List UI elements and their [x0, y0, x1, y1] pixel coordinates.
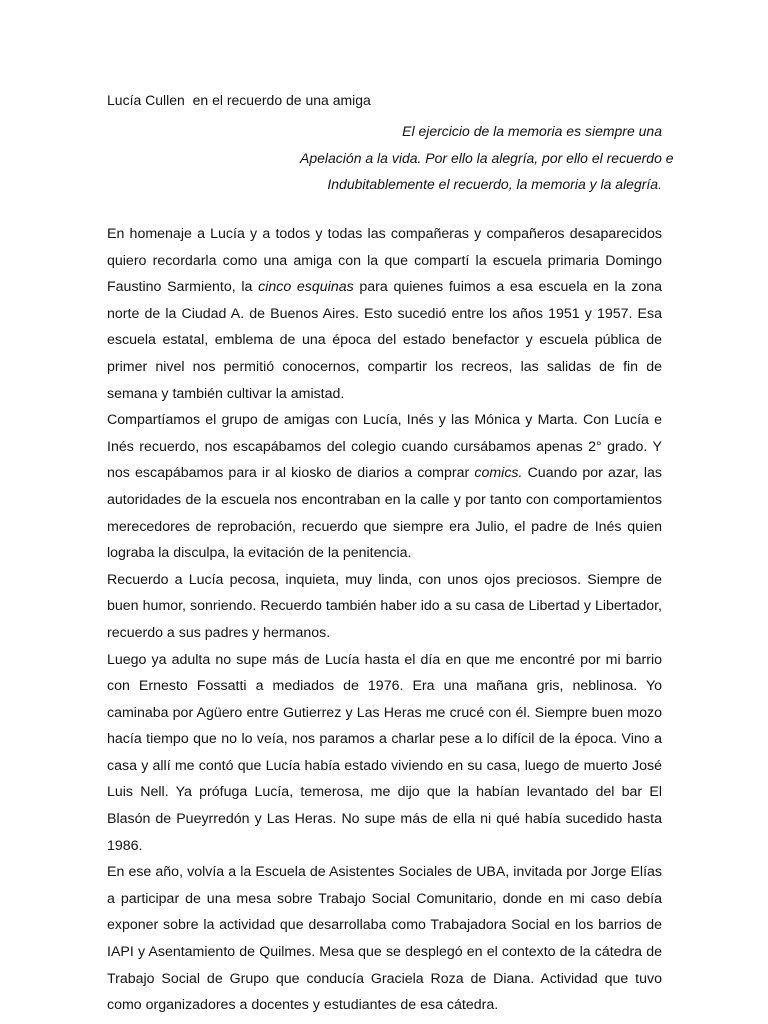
paragraph-escuela: En ese año, volvía a la Escuela de Asistentes Sociales de UBA, invitada por Jorge Elías a participar de una mesa sobre Trabajo Social Comunitario, donde en mi caso debía exponer sobre la actividad que desarrollaba como Trabajadora Social en los barrios de IAPI y Asentamiento de Quilmes. Mesa que se desplegó en el contexto de la cátedra de Trabajo Social de Grupo que conducía Graciela Roza de Diana. Actividad que tuvo como organizadores a docentes y estudiantes de esa cátedra. — [107, 864, 662, 1014]
paragraph-homenaje — [107, 221, 662, 407]
paragraph-text: Cuando por azar, las autoridades de la escuela nos encontraban en la calle y por tanto con comportamientos merecedores de reprobación, recuerdo que siempre era Julio, el padre de Inés quien lograba la disculpa, la evitación de la penitencia. — [107, 465, 662, 562]
paragraph-amigas — [107, 407, 662, 567]
epigraph-line: Indubitablemente el recuerdo, la memoria y la alegría. — [327, 176, 662, 192]
paragraph-encuentro: Luego ya adulta no supe más de Lucía hasta el día en que me encontré por mi barrio con Ernesto Fossatti a mediados de 1976. Era una mañana gris, neblinosa. Yo caminaba por Agüero entre Gutierrez y Las Heras me crucé con él. Siempre buen mozo hacía tiempo que no lo veía, nos paramos a charlar pese a lo difícil de la época. Vino a casa y allí me contó que Lucía había estado viviendo en su casa, luego de muerto José Luis Nell. Ya prófuga Lucía, temerosa, me dijo que la habían levantado del bar El Blasón de Pueyrredón y Las Heras. No supe más de ella ni qué había sucedido hasta 1986. — [107, 651, 662, 854]
emphasized-text: cinco esquinas — [258, 279, 354, 296]
paragraph-recuerdo: Recuerdo a Lucía pecosa, inquieta, muy linda, con unos ojos preciosos. Siempre de buen humor, sonriendo. Recuerdo también haber ido a su casa de Libertad y Libertador, recuerdo a sus padres y hermanos. — [107, 571, 662, 641]
document-title: Lucía Cullen en el recuerdo de una amiga — [107, 92, 371, 108]
epigraph-line: Apelación a la vida. Por ello la alegría, por ello el recuerdo e — [300, 149, 674, 166]
emphasized-text: comics. — [474, 465, 523, 482]
paragraph-text: Compartíamos el grupo de amigas con Lucía, Inés y las Mónica y Marta. Con Lucía e Inés recuerdo, nos escapábamos del colegio cuando cursábamos apenas 2° grado. Y nos escapábamos para ir al kiosko de diarios a comprar — [107, 412, 662, 482]
paragraph-text: En homenaje a Lucía y a todos y todas las compañeras y compañeros desaparecidos quiero recordarla como una amiga con la que compartí la escuela primaria Domingo Faustino Sarmiento, la — [107, 226, 662, 296]
paragraph-text: para quienes fuimos a esa escuela en la zona norte de la Ciudad A. de Buenos Aires. Esto sucedió entre los años 1951 y 1957. Esa escuela estatal, emblema de una época del estado benefactor y escuela pública de primer nivel nos permitió conocernos, compartir los recreos, las salidas de fin de semana y también cultivar la amistad. — [107, 279, 662, 402]
epigraph — [300, 118, 674, 198]
document-body — [107, 221, 662, 1019]
epigraph-line: El ejercicio de la memoria es siempre una — [402, 123, 662, 139]
